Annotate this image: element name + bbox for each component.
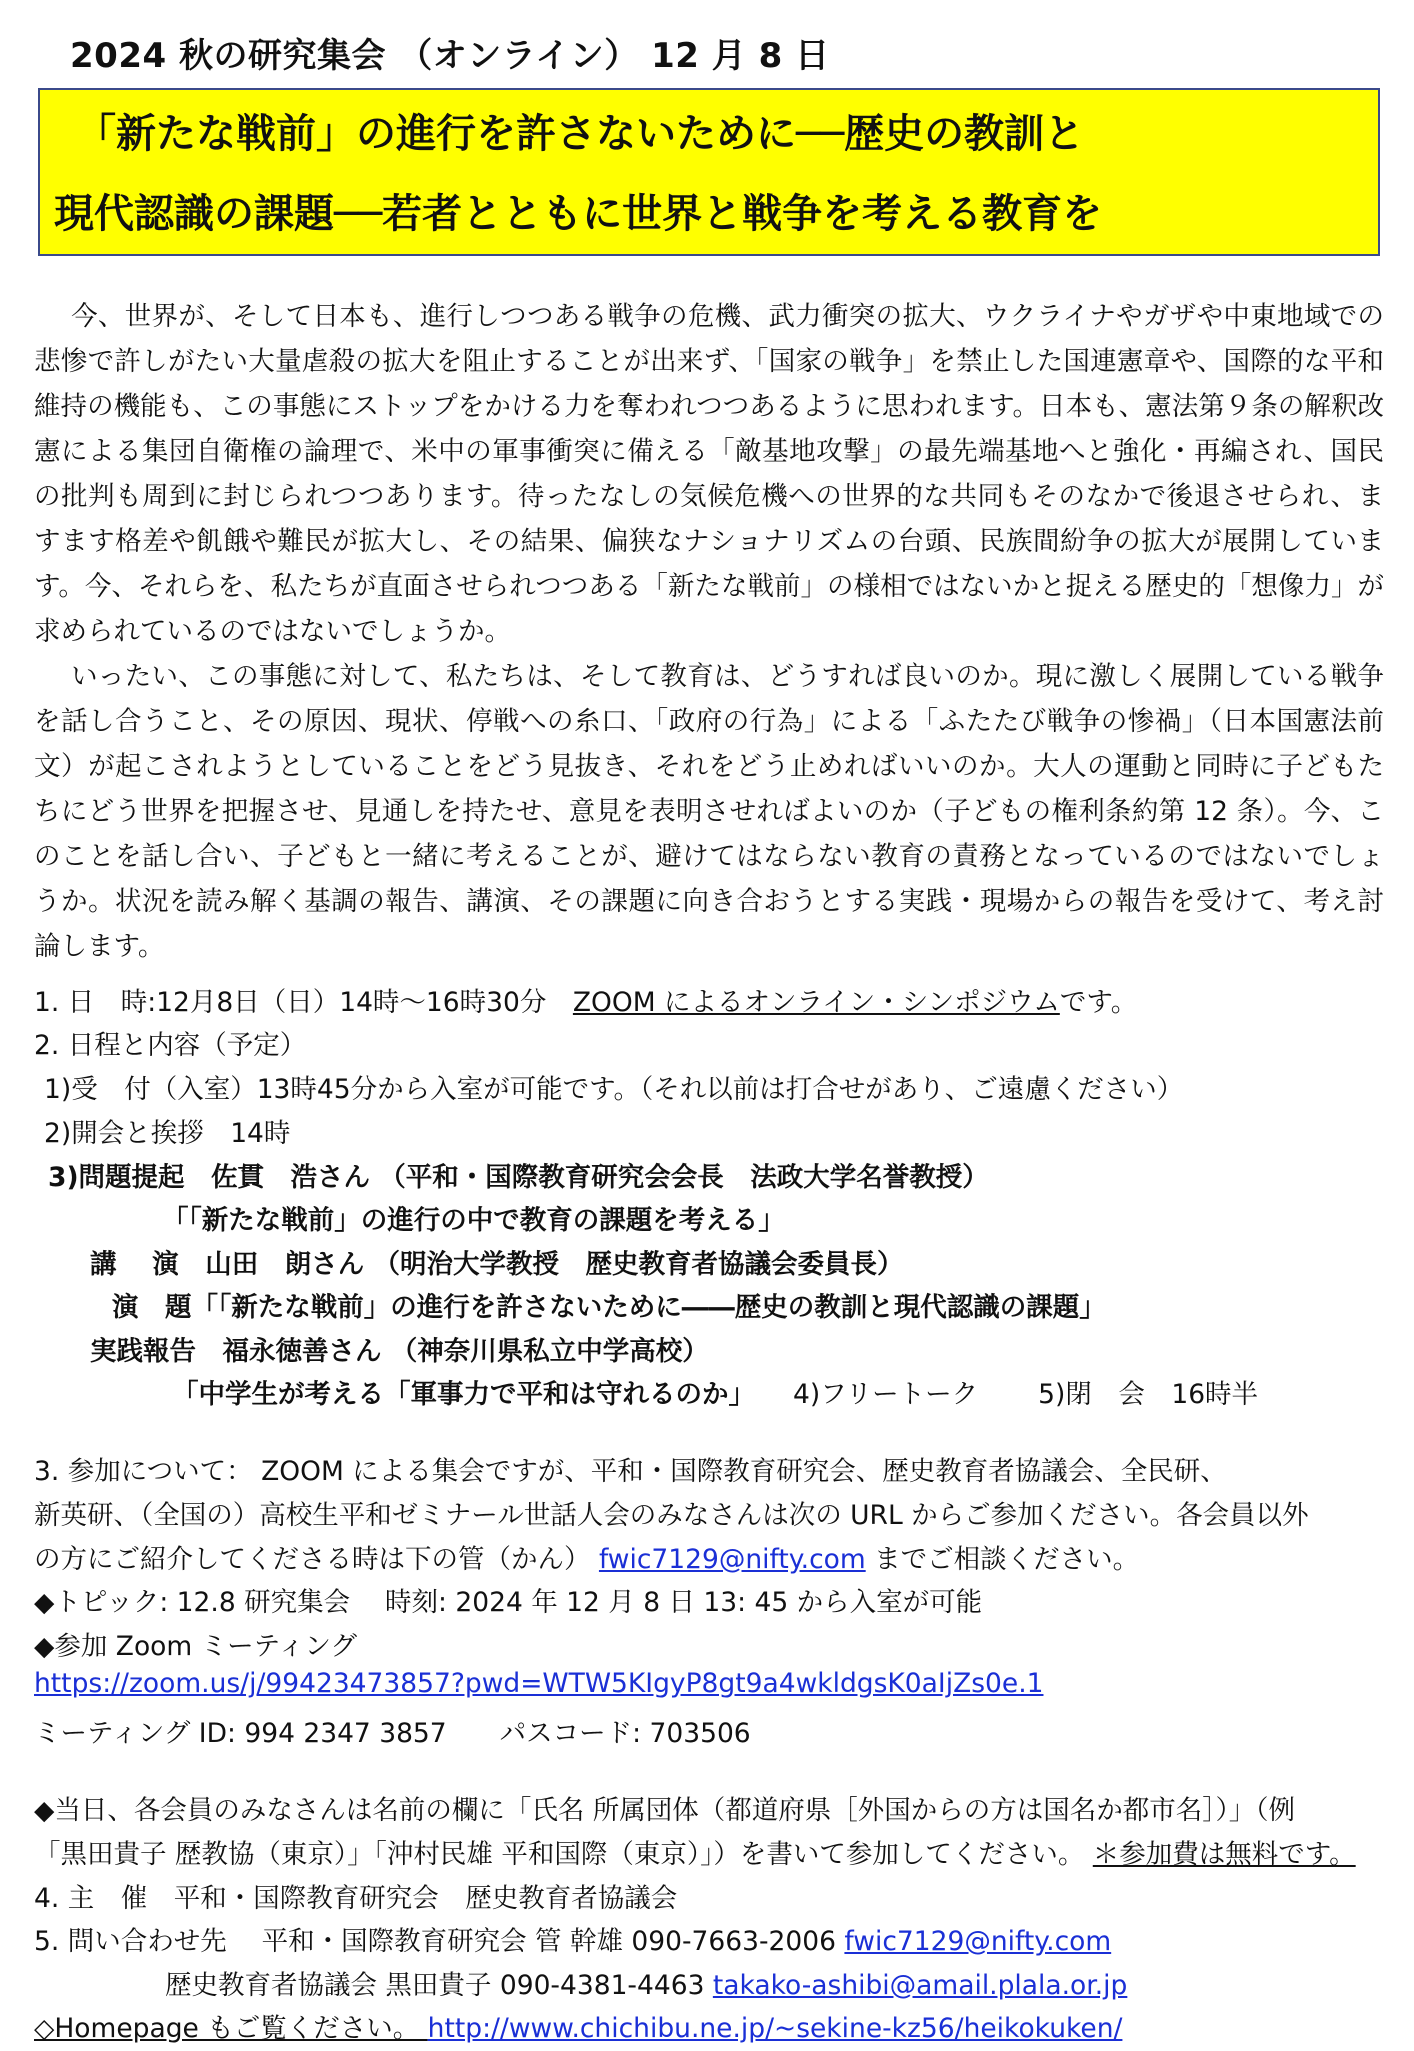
zoom-symposium-text: ZOOM によるオンライン・シンポジウム bbox=[572, 987, 1060, 1018]
notice-line-1: ◆当日、各会員のみなさんは名前の欄に「氏名 所属団体（都道府県［外国からの方は国名か都市名］）」（例 bbox=[34, 1795, 1296, 1826]
event-header: 2024 秋の研究集会 （オンライン） 12 月 8 日 bbox=[70, 36, 830, 76]
contact-email-link[interactable]: fwic7129@nifty.com bbox=[598, 1544, 866, 1575]
contact-line-1 bbox=[34, 1919, 1111, 1958]
participation-line-3-text: の方にご紹介してくださる時は下の管（かん） bbox=[34, 1544, 599, 1575]
contact-line-1-text: 5. 問い合わせ先 平和・国際教育研究会 管 幹雄 090-7663-2006 bbox=[34, 1926, 845, 1957]
notice-line-2 bbox=[34, 1832, 1356, 1871]
contact-line-2-text: 歴史教育者協議会 黒田貴子 090-4381-4463 bbox=[165, 1970, 713, 2001]
meeting-id-passcode: ミーティング ID: 994 2347 3857 パスコード: 703506 bbox=[34, 1718, 751, 1749]
free-admission-note: ＊参加費は無料です。 bbox=[1092, 1839, 1356, 1870]
schedule-free-talk: 4)フリートーク bbox=[793, 1379, 979, 1410]
participation-line-3-suffix: までご相談ください。 bbox=[865, 1544, 1140, 1575]
notice-line-2-text: 「黒田貴子 歴教協（東京）」「沖村民雄 平和国際（東京）」）を書いて参加してください。 bbox=[34, 1839, 1093, 1870]
schedule-closing: 5)閉 会 16時半 bbox=[1038, 1379, 1259, 1410]
title-box bbox=[38, 88, 1380, 256]
schedule-practice-report: 実践報告 福永徳善さん （神奈川県私立中学高校） bbox=[90, 1336, 709, 1367]
contact-line-2 bbox=[165, 1963, 1127, 2002]
homepage-url-link[interactable]: http://www.chichibu.ne.jp/~sekine-kz56/heikokuken/ bbox=[427, 2013, 1123, 2044]
issue-presentation-theme: 「「新たな戦前」の進行の中で教育の課題を考える」 bbox=[162, 1205, 785, 1236]
homepage-label: ◇Homepage もご覧ください。 bbox=[34, 2013, 428, 2044]
schedule-issue-presentation: 3)問題提起 佐貫 浩さん （平和・国際教育研究会会長 法政大学名誉教授） bbox=[48, 1162, 989, 1193]
participation-line-3 bbox=[34, 1537, 1139, 1576]
section-2-heading: 2. 日程と内容（予定） bbox=[34, 1030, 307, 1061]
organizers: 4. 主 催 平和・国際教育研究会 歴史教育者協議会 bbox=[34, 1883, 678, 1914]
participation-line-2: 新英研、（全国の）高校生平和ゼミナール世話人会のみなさんは次の URL からご参加ください。各会員以外 bbox=[34, 1500, 1309, 1531]
title-line-2: 現代認識の課題──若者とともに世界と戦争を考える教育を bbox=[54, 191, 1103, 237]
intro-paragraph-2: いったい、この事態に対して、私たちは、そして教育は、どうすれば良いのか。現に激しく展開している戦争を話し合うこと、その原因、現状、停戦への糸口、「政府の行為」による「ふたたび戦争の惨禍」（日本国憲法前文）が起こされようとしていることをどう見抜き、それをどう止めればいいのか。大人の運動と同時に子どもたちにどう世界を把握させ、見通しを持たせ、意見を表明させればよいのか（子どもの権利条約第 12 条）。今、このことを話し合い、子どもと一緒に考えることが、避けてはならない教育の責務となっているのではないでしょうか。状況を読み解く基調の報告、講演、その課題に向き合おうとする実践・現場からの報告を受けて、考え討論します。 bbox=[34, 661, 1384, 962]
contact-email-2-link[interactable]: takako-ashibi@amail.plala.or.jp bbox=[712, 1970, 1128, 2001]
practice-theme: 「中学生が考える「軍事力で平和は守れるのか」 bbox=[172, 1379, 755, 1410]
title-line-1: 「新たな戦前」の進行を許さないために──歴史の教訓と bbox=[76, 111, 1085, 157]
topic-line: ◆トピック: 12.8 研究集会 時刻: 2024 年 12 月 8 日 13: 45 から入室が可能 bbox=[34, 1587, 983, 1618]
lecture-theme: 演 題「「新たな戦前」の進行を許さないために――歴史の教訓と現代認識の課題」 bbox=[112, 1292, 1106, 1323]
schedule-lecture: 講 演 山田 朗さん （明治大学教授 歴史教育者協議会委員長） bbox=[90, 1249, 904, 1280]
zoom-join-label: ◆参加 Zoom ミーティング bbox=[34, 1631, 357, 1662]
schedule-reception: 1)受 付（入室）13時45分から入室が可能です。（それ以前は打合せがあり、ご遠慮ください） bbox=[44, 1074, 1184, 1105]
practice-theme-row bbox=[172, 1372, 1258, 1411]
contact-email-1-link[interactable]: fwic7129@nifty.com bbox=[844, 1926, 1112, 1957]
schedule-opening: 2)開会と挨拶 14時 bbox=[44, 1118, 291, 1149]
section-1-datetime bbox=[34, 980, 1137, 1019]
homepage-line bbox=[34, 2006, 1122, 2045]
datetime-suffix: です。 bbox=[1059, 987, 1138, 1018]
intro-paragraph-1: 今、世界が、そして日本も、進行しつつある戦争の危機、武力衝突の拡大、ウクライナやガザや中東地域での悲惨で許しがたい大量虐殺の拡大を阻止することが出来ず、「国家の戦争」を禁止した国連憲章や、国際的な平和維持の機能も、この事態にストップをかける力を奪われつつあるように思われます。日本も、憲法第９条の解釈改憲による集団自衛権の論理で、米中の軍事衝突に備える「敵基地攻撃」の最先端基地へと強化・再編され、国民の批判も周到に封じられつつあります。待ったなしの気候危機への世界的な共同もそのなかで後退させられ、ますます格差や飢餓や難民が拡大し、その結果、偏狭なナショナリズムの台頭、民族間紛争の拡大が展開しています。今、それらを、私たちが直面させられつつある「新たな戦前」の様相ではないかと捉える歴史的「想像力」が求められているのではないでしょうか。 bbox=[34, 301, 1384, 647]
participation-line-1: 3. 参加について： ZOOM による集会ですが、平和・国際教育研究会、歴史教育者協議会、全民研、 bbox=[34, 1456, 1227, 1487]
datetime-text: 1. 日 時:12月8日（日）14時～16時30分 bbox=[34, 987, 573, 1018]
intro-text bbox=[34, 294, 1384, 969]
zoom-url-link[interactable]: https://zoom.us/j/99423473857?pwd=WTW5KIgyP8gt9a4wkldgsK0aIjZs0e.1 bbox=[34, 1668, 1044, 1699]
